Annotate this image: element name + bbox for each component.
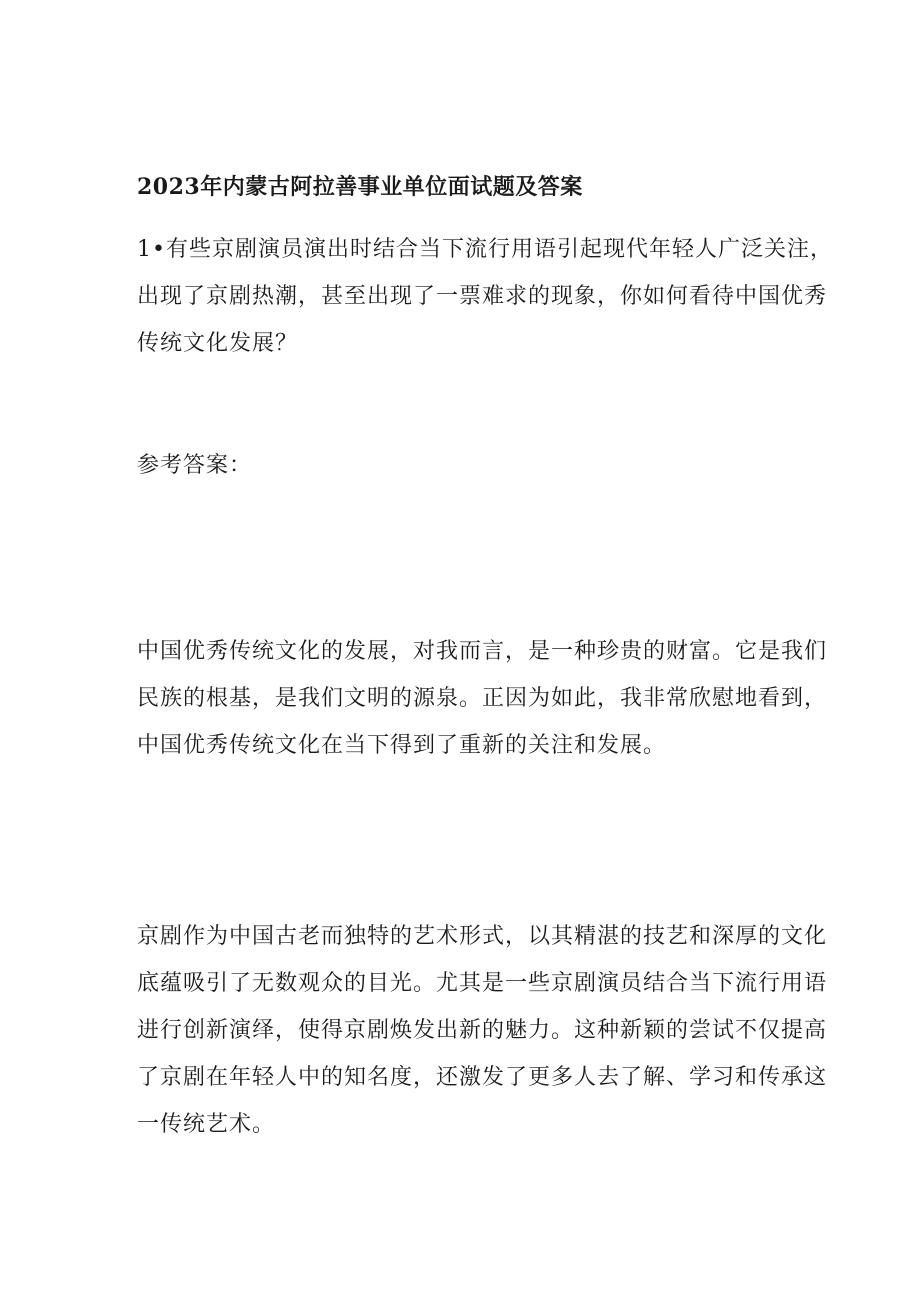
question-text bbox=[137, 226, 833, 367]
paragraph-line: 中国优秀传统文化在当下得到了重新的关注和发展。 bbox=[137, 733, 667, 758]
answer-label: 参考答案： bbox=[137, 453, 253, 478]
paragraph-line: 中国优秀传统文化的发展，对我而言，是一种珍贵的财富。它是我们 bbox=[137, 639, 828, 664]
paragraph-line: 一传统艺术。 bbox=[137, 1112, 276, 1137]
paragraph-line: 京剧作为中国古老而独特的艺术形式，以其精湛的技艺和深厚的文化 bbox=[137, 924, 828, 949]
paragraph-line: 进行创新演绎，使得京剧焕发出新的魅力。这种新颖的尝试不仅提高 bbox=[137, 1018, 828, 1043]
paragraph-line: 了京剧在年轻人中的知名度，还激发了更多人去了解、学习和传承这 bbox=[137, 1065, 828, 1090]
answer-paragraph-2 bbox=[137, 913, 828, 1148]
question-line: 传统文化发展？ bbox=[137, 331, 299, 356]
paragraph-line: 底蕴吸引了无数观众的目光。尤其是一些京剧演员结合当下流行用语 bbox=[137, 971, 828, 996]
question-line: 1•有些京剧演员演出时结合当下流行用语引起现代年轻人广泛关注， bbox=[137, 237, 833, 262]
document-title: 2023年内蒙古阿拉善事业单位面试题及答案 bbox=[137, 174, 583, 200]
paragraph-line: 民族的根基，是我们文明的源泉。正因为如此，我非常欣慰地看到， bbox=[137, 686, 828, 711]
question-line: 出现了京剧热潮，甚至出现了一票难求的现象，你如何看待中国优秀 bbox=[137, 284, 828, 309]
answer-paragraph-1 bbox=[137, 628, 828, 769]
